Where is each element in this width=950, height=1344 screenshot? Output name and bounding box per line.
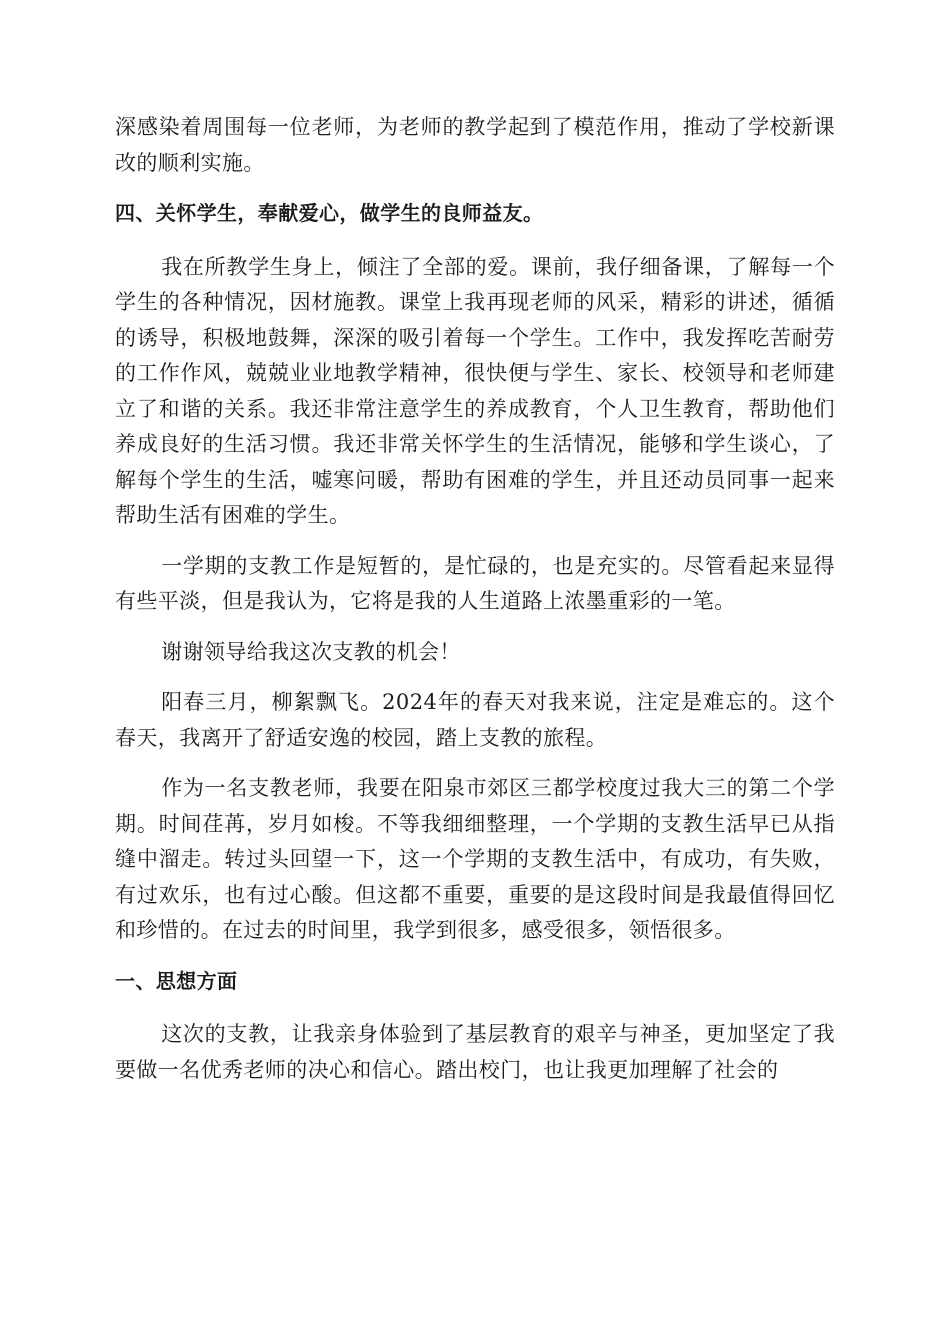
- section-heading-four: 四、关怀学生，奉献爱心，做学生的良师益友。: [115, 201, 544, 225]
- document-page: [115, 110, 835, 1103]
- paragraph-care-students: 我在所教学生身上，倾注了全部的爱。课前，我仔细备课，了解每一个学生的各种情况，因材施教。课堂上我再现老师的风采，精彩的讲述，循循的诱导，积极地鼓舞，深深的吸引着每一个学生。工作中，我发挥吃苦耐劳的工作作风，兢兢业业地教学精神，很快便与学生、家长、校领导和老师建立了和谐的关系。我还非常注意学生的养成教育，个人卫生教育，帮助他们养成良好的生活习惯。我还非常关怀学生的生活情况，能够和学生谈心，了解每个学生的生活，嘘寒问暖，帮助有困难的学生，并且还动员同事一起来帮助生活有困难的学生。: [115, 254, 835, 527]
- paragraph-thanks: 谢谢领导给我这次支教的机会！: [161, 639, 461, 664]
- paragraph-continuation: 深感染着周围每一位老师，为老师的教学起到了模范作用，推动了学校新课改的顺利实施。: [115, 115, 835, 175]
- paragraph-teacher-intro: 作为一名支教老师，我要在阳泉市郊区三都学校度过我大三的第二个学期。时间荏苒，岁月如梭。不等我细细整理，一个学期的支教生活早已从指缝中溜走。转过头回望一下，这一个学期的支教生活中，有成功，有失败，有过欢乐，也有过心酸。但这都不重要，重要的是这段时间是我最值得回忆和珍惜的。在过去的时间里，我学到很多，感受很多，领悟很多。: [115, 776, 835, 942]
- paragraph-thoughts: 这次的支教，让我亲身体验到了基层教育的艰辛与神圣，更加坚定了我要做一名优秀老师的决心和信心。踏出校门，也让我更加理解了社会的: [115, 1022, 835, 1082]
- section-heading-one: 一、思想方面: [115, 968, 238, 993]
- paragraph-spring: 阳春三月，柳絮飘飞。2024年的春天对我来说，注定是难忘的。这个春天，我离开了舒适安逸的校园，踏上支教的旅程。: [115, 690, 835, 750]
- paragraph-semester-summary: 一学期的支教工作是短暂的，是忙碌的，也是充实的。尽管看起来显得有些平淡，但是我认为，它将是我的人生道路上浓墨重彩的一笔。: [115, 553, 835, 613]
